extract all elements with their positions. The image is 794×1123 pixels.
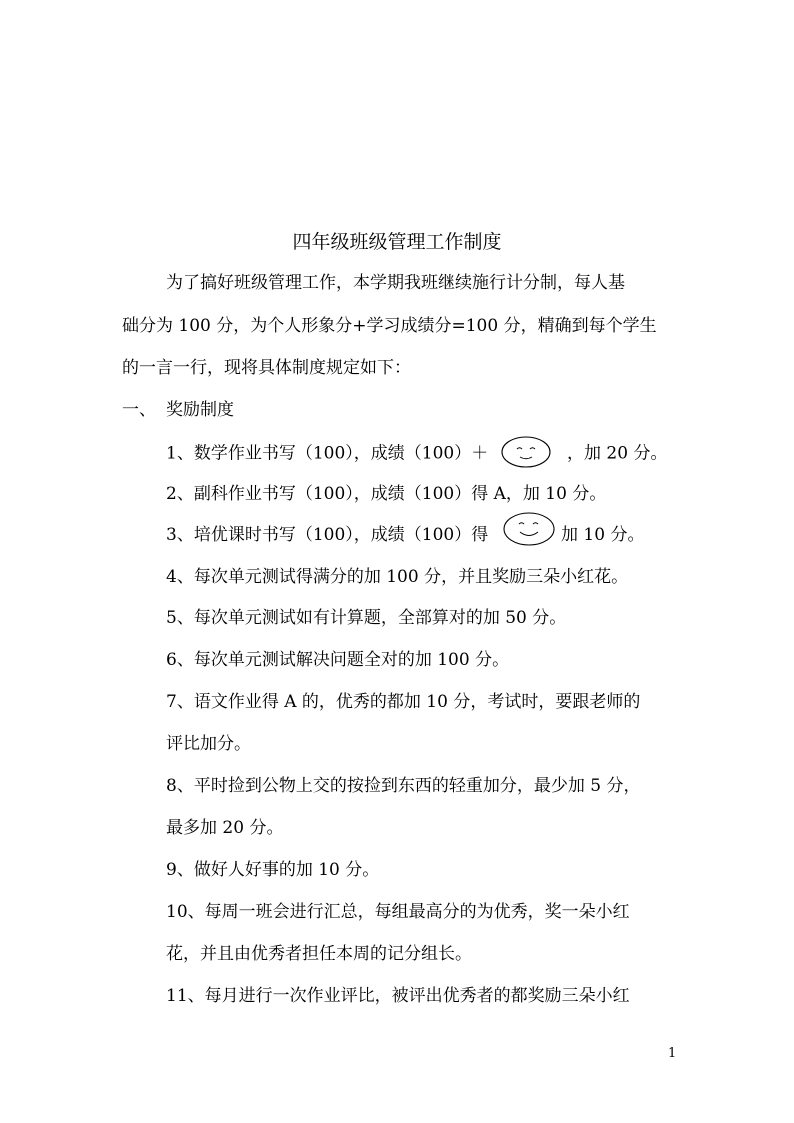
rule-item-11-line-1: 11、每月进行一次作业评比，被评出优秀者的都奖励三朵小红: [166, 986, 630, 1006]
smiley-face-icon: [502, 511, 556, 547]
rule-item-1-text: 1、数学作业书写（100），成绩（100）＋: [166, 443, 489, 464]
page-number: 1: [668, 1046, 677, 1061]
rule-item-3: [166, 522, 644, 548]
rule-item-10-line-2: 花，并且由优秀者担任本周的记分组长。: [166, 944, 472, 964]
rule-item-4: 4、每次单元测试得满分的加 100 分，并且奖励三朵小红花。: [166, 567, 629, 587]
intro-line-3: 的一言一行，现将具体制度规定如下：: [122, 358, 411, 378]
rule-item-6: 6、每次单元测试解决问题全对的加 100 分。: [166, 650, 510, 670]
rule-item-1-suffix: ，加 20 分。: [567, 443, 668, 464]
rule-item-9: 9、做好人好事的加 10 分。: [166, 860, 380, 880]
rule-item-1: [166, 439, 667, 469]
intro-line-2: 础分为 100 分，为个人形象分+学习成绩分=100 分，精确到每个学生: [122, 316, 657, 336]
rule-item-7-line-2: 评比加分。: [166, 734, 251, 754]
smiley-face-icon: [500, 435, 552, 469]
section-title: 奖励制度: [166, 400, 234, 420]
rule-item-2: 2、副科作业书写（100），成绩（100）得 A，加 10 分。: [166, 484, 607, 504]
rule-item-5: 5、每次单元测试如有计算题，全部算对的加 50 分。: [166, 608, 567, 628]
document-title: 四年级班级管理工作制度: [292, 231, 502, 253]
intro-line-1: 为了搞好班级管理工作，本学期我班继续施行计分制，每人基: [166, 273, 625, 293]
rule-item-7-line-1: 7、语文作业得 A 的，优秀的都加 10 分，考试时，要跟老师的: [166, 692, 641, 712]
rule-item-3-text: 3、培优课时书写（100），成绩（100）得: [166, 525, 489, 545]
rule-item-3-suffix: 加 10 分。: [561, 525, 645, 545]
rule-item-8-line-1: 8、平时捡到公物上交的按捡到东西的轻重加分，最少加 5 分，: [166, 776, 641, 796]
rule-item-8-line-2: 最多加 20 分。: [166, 818, 284, 838]
section-number: 一、: [122, 400, 156, 420]
rule-item-10-line-1: 10、每周一班会进行汇总，每组最高分的为优秀，奖一朵小红: [166, 902, 630, 922]
